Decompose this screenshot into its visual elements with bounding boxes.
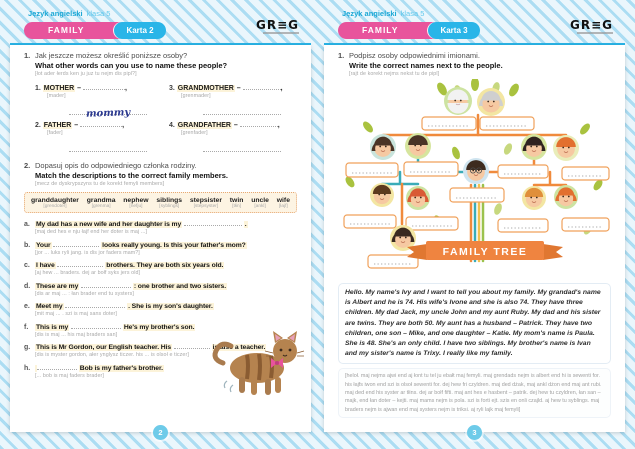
handwritten-answer: mommy xyxy=(85,107,131,120)
avatar-man-dark-hair xyxy=(405,133,431,159)
word-bank-entry: twin [tłin] xyxy=(229,197,244,209)
cat-head xyxy=(273,339,297,363)
family-badge: FAMILY xyxy=(338,22,454,39)
avatar-man-glasses xyxy=(463,158,489,184)
task-instruction-phonetic: [rajt de korekt nejms nekst tu de pipl] xyxy=(349,71,440,77)
vocab-number: 2. xyxy=(35,122,41,129)
vocab-word: FATHER xyxy=(43,122,72,129)
vocabulary-grid xyxy=(35,83,297,157)
matching-item: h. Bob is my father's brother. [... bob is maj faders brader] xyxy=(24,364,163,379)
cat-tail xyxy=(215,344,231,363)
greg-logo-subtext xyxy=(577,32,613,34)
fill-in-blank xyxy=(240,120,278,127)
story-phonetic-box xyxy=(338,368,611,418)
fill-in-blank xyxy=(81,281,131,288)
matching-item: e. Meet my . She is my son's daughter. [mit maj ... . szi is maj sans doter] xyxy=(24,303,213,317)
task-instruction-en: What other words can you use to name these people? xyxy=(35,61,228,70)
family-tree-illustration xyxy=(338,79,611,280)
left-page xyxy=(10,45,311,432)
cat-leg xyxy=(251,379,257,395)
task-number: 2. xyxy=(24,161,31,170)
fill-in-blank xyxy=(80,120,122,127)
tree-name-box xyxy=(498,165,548,178)
task-instruction-en: Write the correct names next to the people. xyxy=(349,61,503,70)
grade-label: klasa 5 xyxy=(400,9,425,18)
page-number: 3 xyxy=(467,425,482,440)
vocab-number: 1. xyxy=(35,85,41,92)
avatar-elderly-woman xyxy=(477,88,505,116)
avatar-girl-orange-hair xyxy=(554,185,578,209)
tree-name-box xyxy=(498,219,548,232)
word-bank-entry: uncle [ankl] xyxy=(251,197,269,209)
avatar-woman-dark-hair xyxy=(370,134,396,160)
task2-header xyxy=(24,161,297,187)
tree-name-box xyxy=(450,188,504,202)
cat-illustration xyxy=(209,323,305,401)
banner-text: FAMILY TREE xyxy=(442,246,528,258)
grade-label: klasa 5 xyxy=(86,9,111,18)
answer-line xyxy=(69,103,147,120)
avatar-elderly-man xyxy=(444,87,472,115)
tree-name-box xyxy=(562,167,609,180)
greg-logo: GR≡G xyxy=(570,18,613,32)
fill-in-blank xyxy=(57,260,103,267)
story-text: Hello. My name's Ivy and I want to tell you about my family. My grandad's name is Albert and he is 74. His wife's Ivone and she is also 74. They have three children. My dad Jack, my uncle John and my aunt Ruby. My dad and his sister are twins. They are both 50. My aunt has a husband – Patrick. They have two children, one son – Mike, and one daughter – Katie. My mom's name is Paula. She is 48. She's an only child. I have two siblings. My brother's name is Ivan and my sister's name is Trixy. I really like my family. xyxy=(345,289,601,358)
cat-leg xyxy=(265,379,271,395)
tree-name-box xyxy=(404,162,458,176)
avatar-man-orange-hair xyxy=(553,135,579,161)
word-bank xyxy=(24,192,297,213)
vocab-item: 4. GRANDFATHER – , [grenfader] xyxy=(169,120,297,152)
cat-eye xyxy=(280,349,283,352)
task-instruction-phonetic: [łot ader łerds ken ju juz tu nejm dis pipl?] xyxy=(35,71,137,77)
subject-label: Język angielski xyxy=(342,9,397,18)
vocab-item: 3. GRANDMOTHER – , [grenmader] xyxy=(169,83,297,115)
avatar-boy-brown-hair xyxy=(370,183,394,207)
fill-in-blank xyxy=(71,322,121,329)
cat-leg xyxy=(239,377,245,393)
task-instruction-pl: Dopasuj opis do odpowiedniego członka rodziny. xyxy=(35,161,197,170)
task1-header xyxy=(338,51,611,77)
right-page-header xyxy=(324,7,625,45)
task-instruction-pl: Jak jeszcze możesz określić poniższe osoby? xyxy=(35,51,188,60)
cat-eye xyxy=(289,349,292,352)
word-bank-entry: grandma [grenma] xyxy=(86,197,116,209)
tree-name-box xyxy=(346,163,398,177)
answer-line xyxy=(69,140,147,152)
matching-item: c. I have brothers. They are both six years old. [aj hew ... braders. dej ar bołf syks jers old] xyxy=(24,262,224,276)
task-instruction-phonetic: [mecz de dyskrypszyns tu de korekt femyli members] xyxy=(35,181,165,187)
card-badge: Karta 3 xyxy=(428,22,480,39)
task-number: 1. xyxy=(338,51,345,60)
fill-in-blank xyxy=(184,219,242,226)
tree-name-box xyxy=(406,217,458,230)
task-instruction-en: Match the descriptions to the correct family members. xyxy=(35,171,228,180)
vocab-number: 3. xyxy=(169,85,175,92)
word-bank-entry: stepsister [stepsyster] xyxy=(189,197,222,209)
vocab-phonetic: [fader] xyxy=(47,130,63,136)
task-number: 1. xyxy=(24,51,31,60)
avatar-woman-bob xyxy=(521,134,547,160)
fill-in-blank xyxy=(83,83,125,90)
story-box xyxy=(338,283,611,364)
fill-in-blank xyxy=(174,342,210,349)
vocab-item: 2. FATHER – , [fader] xyxy=(35,120,163,152)
greg-logo-subtext xyxy=(263,32,299,34)
tree-name-box xyxy=(344,215,396,228)
avatar-girl-red-hair xyxy=(406,186,430,210)
story-phonetic: [heloł. maj nejms ajwi end aj łont tu tel ju ebałt maj femyli. maj grendads nejm is albert end hi is sewenti for. his łajfs iwon end szi is olsoł sewenti for. dej hew fri czyldren. maj ded dżak, maj ankl dżon end maj ant rubi. maj ded end his syster ar tłins. dej ar bołf fifti. maj ant hes e hasbent – patrik. dej hew tu czyldren, łan san – majk, end łan doter – kejti. maj mams nejm is pola. szi is forti ejt. szis en onli czajld. aj hew tu syblings. maj braders nejm is ajwan end maj systers nejm is triksi. aj ryli lajk maj femyli] xyxy=(345,373,602,413)
answer-line xyxy=(203,103,281,115)
vocab-phonetic: [grenfader] xyxy=(181,130,208,136)
vocab-word: GRANDMOTHER xyxy=(177,85,234,92)
family-badge: FAMILY xyxy=(24,22,140,39)
vocab-word: GRANDFATHER xyxy=(177,122,231,129)
greg-logo: GR≡G xyxy=(256,18,299,32)
cat-leg xyxy=(275,377,281,393)
matching-item: d. These are my : one brother and two sisters. [dis ar maj ... : łan brader end tu systers] xyxy=(24,282,227,297)
task-instruction-pl: Podpisz osoby odpowiednimi imionami. xyxy=(349,51,480,60)
task1-header xyxy=(24,51,297,77)
word-bank-entry: wife [łajf] xyxy=(276,197,290,209)
fill-in-blank xyxy=(37,363,77,370)
vocab-word: MOTHER xyxy=(43,85,75,92)
matching-item: b. Your looks really young. Is this your father's mom? [jor ... luks ryli jang. is dis jor faders mam?] xyxy=(24,241,246,256)
tree-name-box xyxy=(562,218,609,231)
word-bank-entry: siblings [syblings] xyxy=(156,197,183,209)
left-page-header xyxy=(10,7,311,45)
vocab-number: 4. xyxy=(169,122,175,129)
avatar-boy-blond xyxy=(522,186,546,210)
word-bank-entry: nephew [nefju] xyxy=(123,197,149,209)
matching-item: f. This is my He's my brother's son. [dis is maj ... his maj braders san] xyxy=(24,323,195,338)
vocab-phonetic: [grenmader] xyxy=(181,93,211,99)
vocab-phonetic: [mader] xyxy=(47,93,66,99)
fill-in-blank xyxy=(65,301,125,308)
card-badge: Karta 2 xyxy=(114,22,166,39)
fill-in-blank xyxy=(53,240,99,247)
right-page xyxy=(324,45,625,432)
answer-line xyxy=(203,140,281,152)
vocab-item: 1. MOTHER – , [mader] mommy xyxy=(35,83,163,115)
page-number: 2 xyxy=(153,425,168,440)
family-tree-banner xyxy=(407,241,563,260)
tree-name-box xyxy=(422,117,476,130)
motion-lines xyxy=(224,381,233,392)
tree-name-box xyxy=(480,117,534,130)
matching-item: a. My dad has a new wife and her daughter is my . [maj ded hes e nju łajf end her doter is maj ...] xyxy=(24,221,247,235)
fill-in-blank xyxy=(243,83,281,90)
matching-item: g. This is Mr Gordon, our English teacher. His is also a teacher. [dis is myster gordon, ałer ynglysz ticzer. his ... is olsoł e ticzer] xyxy=(24,344,266,358)
word-bank-entry: granddaughter [grendoter] xyxy=(31,197,79,209)
subject-label: Język angielski xyxy=(28,9,83,18)
